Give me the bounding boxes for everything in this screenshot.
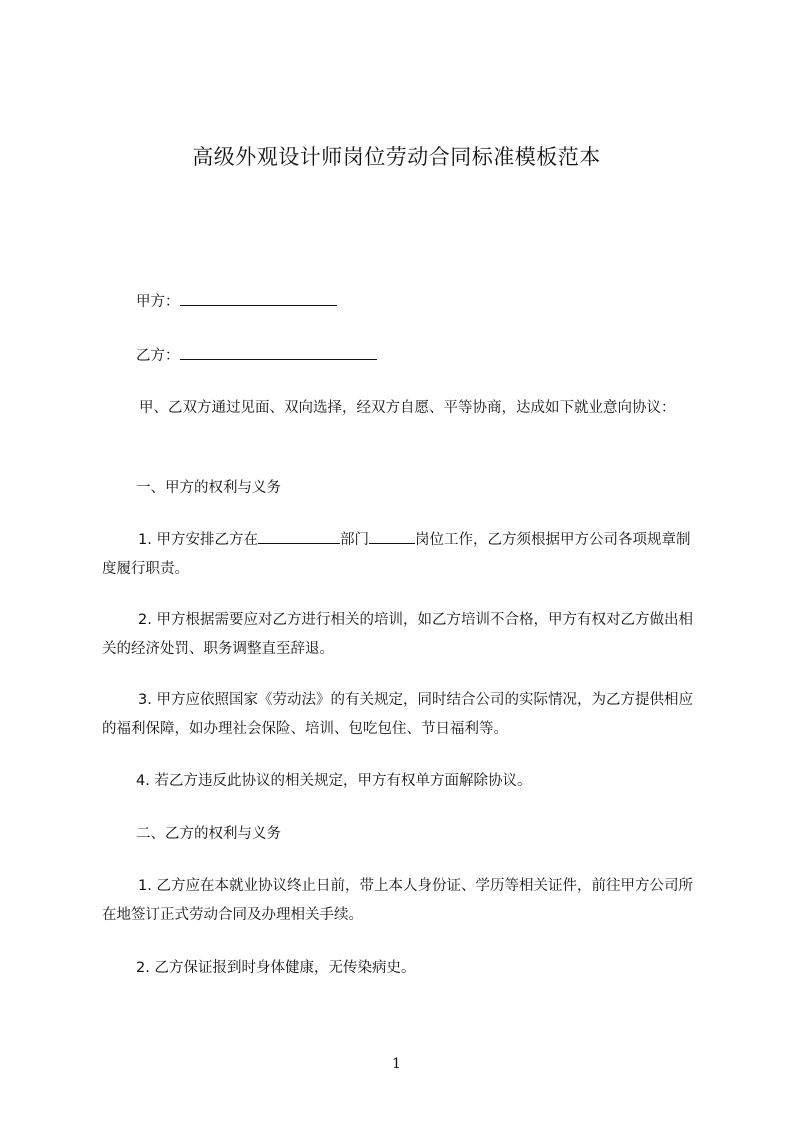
position-blank <box>369 529 415 544</box>
party-b-blank <box>180 345 377 360</box>
clause-1-2: 2. 甲方根据需要应对乙方进行相关的培训，如乙方培训不合格，甲方有权对乙方做出相关的经济处罚、职务调整直至辞退。 <box>102 612 693 657</box>
document-title: 高级外观设计师岗位劳动合同标准模板范本 <box>192 145 601 169</box>
clause-2-2: 2. 乙方保证报到时身体健康，无传染病史。 <box>136 960 416 976</box>
party-b-line <box>136 345 377 366</box>
clause-1-4: 4. 若乙方违反此协议的相关规定，甲方有权单方面解除协议。 <box>136 773 532 789</box>
clause-1-1-part-b: 部门 <box>339 532 369 548</box>
clause-1-1 <box>102 526 704 584</box>
clause-1-3: 3. 甲方应依照国家《劳动法》的有关规定，同时结合公司的实际情况，为乙方提供相应的福利保障，如办理社会保险、培训、包吃包住、节日福利等。 <box>102 692 693 737</box>
party-a-blank <box>180 291 337 306</box>
clause-1-1-part-c: 岗位工作，乙方须根据甲方公司各项规章制度履行职责。 <box>102 532 691 577</box>
intro-paragraph: 甲、乙双方通过见面、双向选择，经双方自愿、平等协商，达成如下就业意向协议： <box>139 400 676 416</box>
section-2-heading: 二、乙方的权利与义务 <box>136 826 281 842</box>
party-a-label: 甲方： <box>136 294 180 310</box>
party-a-line <box>136 291 337 312</box>
party-b-label: 乙方： <box>136 348 180 364</box>
department-blank <box>258 529 340 544</box>
section-1-heading: 一、甲方的权利与义务 <box>136 480 281 496</box>
page-number: 1 <box>392 1056 401 1072</box>
clause-1-1-part-a: 1. 甲方安排乙方在 <box>138 532 258 548</box>
clause-2-1: 1. 乙方应在本就业协议终止日前，带上本人身份证、学历等相关证件，前往甲方公司所在地签订正式劳动合同及办理相关手续。 <box>102 878 693 923</box>
